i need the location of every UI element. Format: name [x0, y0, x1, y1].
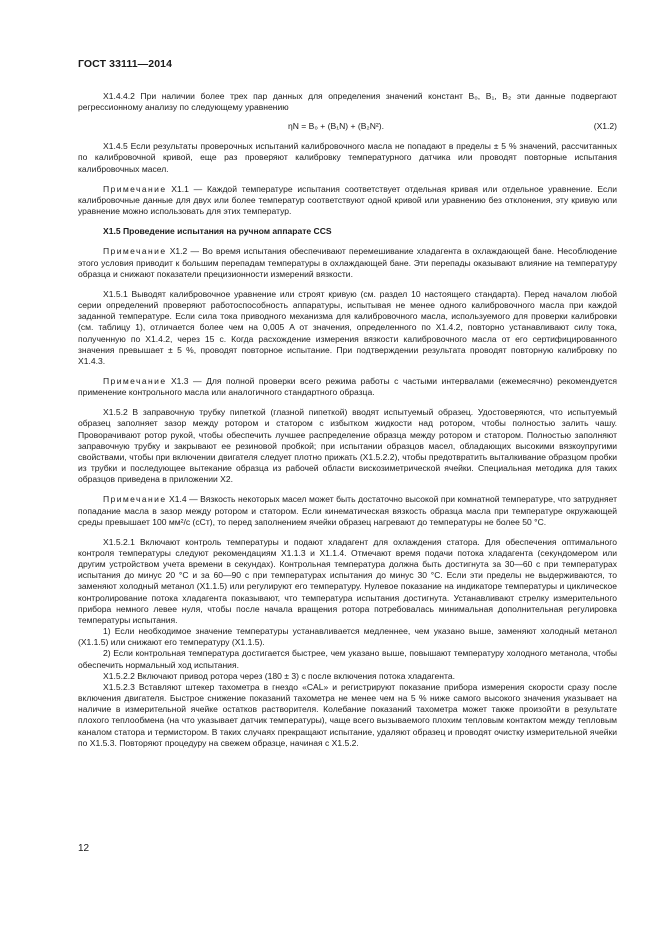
paragraph-x1-5-2-3: X1.5.2.3 Вставляют штекер тахометра в гнездо «CAL» и регистрируют показание прибора измерения скорости сразу после включения двигателя. Быстрое снижение показаний тахометра не менее чем на 5 % ниже самого высокого значения указывает на наличие в измерительной ячейке остатков растворителя. Колебание показаний тахометра может также произойти в результате плохого теплообмена (на что указывает датчик температуры), чаще всего вызываемого плохим тепловым контактом между тепловым каналом статора и термистором. В таких случаях прекращают испытание, удаляют образец и проводят очистку измерительной ячейки по X1.5.3. Повторяют процедуру на свежем образце, начиная с X1.5.2. [78, 681, 617, 748]
note-x1-4 [78, 494, 617, 527]
note-text: X1.4 — Вязкость некоторых масел может быть достаточно высокой при комнатной температуре, что затрудняет попадание масла в зазор между ротором и статором. Если кинематическая вязкость образца масла при температуре окружающей среды превышает 100 мм²/с (сСт), то перед заполнением ячейки образец нагревают до температуры не более 50 °С. [78, 494, 618, 527]
note-label: Примечание [103, 494, 167, 505]
paragraph-x1-5-2: X1.5.2 В заправочную трубку пипеткой (глазной пипеткой) вводят испытуемый образец. Удостоверяются, что испытуемый образец заполняет зазор между ротором и статором с избытком жидкости над ротором, чтобы полностью залить чашу. Проворачивают ротор рукой, чтобы обеспечить лучшее распределение образца между ротором и статором. Полностью заполняют заправочную трубку и закрывают ее резиновой пробкой; при испытании образцов масел, обладающих высокими вязкоупругими свойствами, чтобы при включении двигателя следует плотно прижать (X1.5.2.2), чтобы предотвратить выталкивание образцом пробки из трубки и последующее вытекание образца из рабочей области вискозиметрической ячейки. Специальная методика для таких образцов приведена в приложении X2. [78, 407, 617, 485]
document-body [78, 91, 617, 749]
note-x1-3 [78, 376, 617, 398]
paragraph-x1-4-4-2: X1.4.4.2 При наличии более трех пар данных для определения значений констант B₀, B₁, B₂ эти данные подвергают регрессионному анализу по следующему уравнению [78, 91, 617, 113]
note-label: Примечание [103, 246, 167, 257]
formula-number: (X1.2) [593, 121, 617, 132]
note-text: X1.3 — Для полной проверки всего режима работы с частыми интервалами (ежемесячно) рекомендуется применение контрольного масла или аналогичного стандартного образца. [78, 375, 617, 398]
formula-expression: ηN = B₀ + (B₁N) + (B₂N²). [288, 121, 384, 132]
list-item-2: 2) Если контрольная температура достигается быстрее, чем указано выше, повышают температуру холодного метанола, чтобы обеспечить нормальный ход испытания. [78, 648, 617, 670]
note-text: X1.2 — Во время испытания обеспечивают перемешивание хладагента в охлаждающей бане. Несоблюдение этого условия приводит к большим перепадам температуры в охлаждающей бане. Эти перепады оказывают влияние на температуру образца и снижают показатели прецизионности измерений вязкости. [78, 246, 618, 279]
list-item-1: 1) Если необходимое значение температуры устанавливается медленнее, чем указано выше, заменяют холодный метанол (X1.1.5) или снижают его температуру (X1.1.5). [78, 626, 617, 648]
paragraph-x1-5-2-1: X1.5.2.1 Включают контроль температуры и подают хладагент для охлаждения статора. Для обеспечения оптимального контроля температуры следуют рекомендациям X1.1.3 и X1.1.4. Отмечают время подачи потока хладагента (секундомером или другим устройством учета времени в секундах). Контрольная температура должна быть достигнута за 30—60 с при температурах испытания до минус 20 °С и за 60—90 с при температурах испытания до минус 30 °С. Если эти пределы не выдерживаются, то заменяют холодный метанол (X1.1.5) или регулируют его температуру. Нулевое показание на индикаторе температуры и циклическое контролирование потока хладагента показывают, что температура испытания достигнута. Устанавливают стрелку измерительного прибора немного левее нуля, чтобы после начала вращения ротора потребовалась минимальная дополнительная регулировка температуры испытания. [78, 536, 617, 625]
note-label: Примечание [103, 183, 167, 194]
paragraph-x1-4-5: X1.4.5 Если результаты проверочных испытаний калибровочного масла не попадают в пределы ± 5 % значений, рассчитанных по калибровочной кривой, еще раз проверяют калибровку температурного датчика или проводят повторные испытания калибровочных масел. [78, 141, 617, 174]
page-number: 12 [78, 843, 90, 854]
note-x1-2 [78, 246, 617, 279]
note-label: Примечание [103, 375, 167, 386]
note-text: X1.1 — Каждой температуре испытания соответствует отдельная кривая или отдельное уравнение. Если калибровочные данные для двух или более температур соответствуют одной кривой или уравнению без отклонения, эту кривую или уравнение можно использовать для этих температур. [78, 183, 618, 217]
note-x1-1 [78, 184, 617, 217]
paragraph-x1-5-1: X1.5.1 Выводят калибровочное уравнение или строят кривую (см. раздел 10 настоящего стандарта). Перед началом любой серии определений проверяют работоспособность аппаратуры, испытывая не менее одного калибровочного масла при каждой заданной температуре. Если сила тока приводного механизма для калибровочного масла, используемого для проверки калибровки (см. таблицу 1), отличается более чем на 0,005 A от значения, определенного по X1.4.2, повторно устанавливают силу тока, полученную по X1.4.2, через 15 с. Когда расхождение измерения вязкости калибровочного масла от его сертифицированного значения превышает ± 5 %, проводят повторное испытание. При подтверждении результата проводят повторную калибровку по X1.4.3. [78, 288, 617, 366]
paragraph-x1-5-2-2: X1.5.2.2 Включают привод ротора через (180 ± 3) с после включения потока хладагента. [103, 670, 455, 681]
formula-x1-2 [78, 121, 617, 133]
document-header: ГОСТ 33111—2014 [78, 58, 173, 70]
section-heading-x1-5: X1.5 Проведение испытания на ручном аппарате CCS [103, 226, 332, 237]
